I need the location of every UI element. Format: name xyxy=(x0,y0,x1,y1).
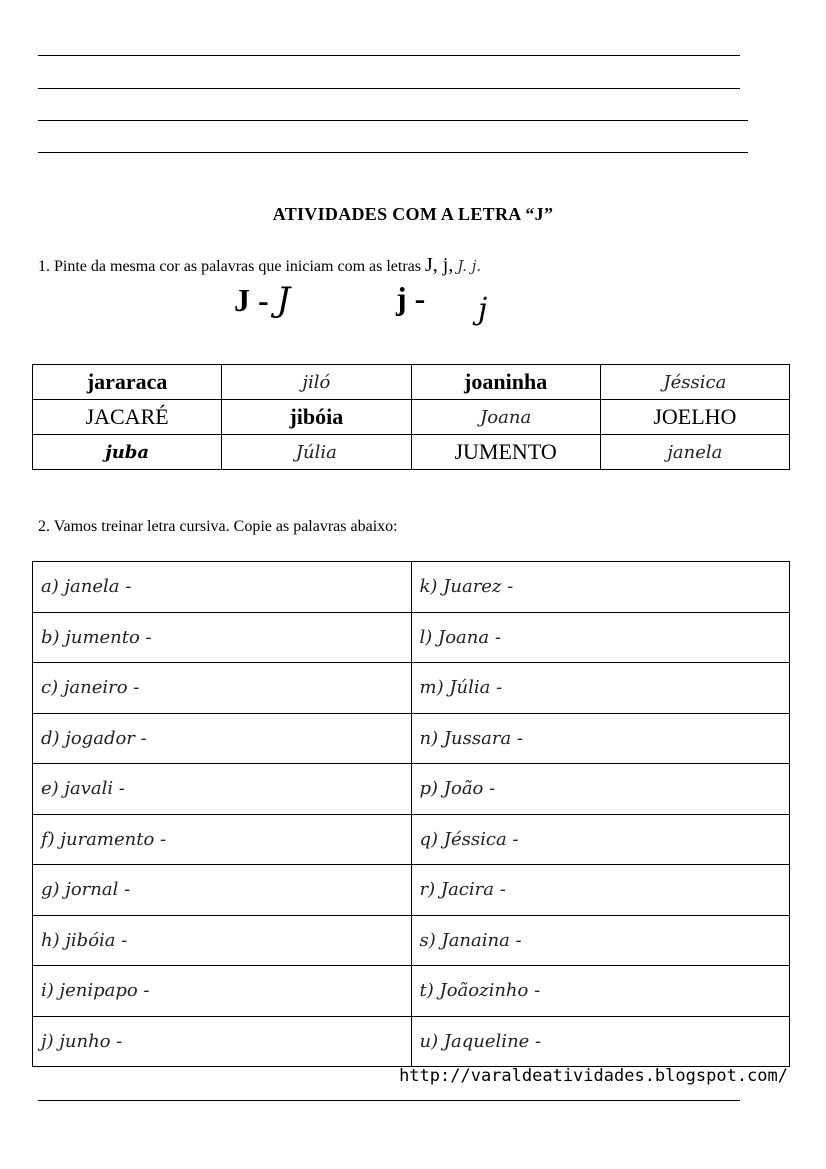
copy-table-row xyxy=(33,713,790,764)
question-2: 2. Vamos treinar letra cursiva. Copie as palavras abaixo: xyxy=(38,518,398,535)
word-text: jibóia xyxy=(289,404,344,429)
word-text: Jéssica xyxy=(663,371,727,393)
copy-item[interactable]: k) Juarez - xyxy=(411,562,790,613)
copy-item[interactable]: m) Júlia - xyxy=(411,663,790,714)
word-table xyxy=(32,364,790,470)
word-text: JOELHO xyxy=(653,404,737,429)
lowercase-print: j - xyxy=(396,280,426,316)
copy-table-row xyxy=(33,562,790,613)
lowercase-letter-pair xyxy=(396,280,425,317)
copy-item[interactable]: j) junho - xyxy=(33,1016,412,1067)
copy-table-row xyxy=(33,814,790,865)
word-text: jararaca xyxy=(86,369,168,394)
word-cell[interactable] xyxy=(411,435,600,470)
copy-item[interactable]: s) Janaina - xyxy=(411,915,790,966)
copy-item[interactable]: n) Jussara - xyxy=(411,713,790,764)
word-cell[interactable] xyxy=(222,400,411,435)
copy-table-row xyxy=(33,966,790,1017)
copy-table-row xyxy=(33,915,790,966)
word-text: juba xyxy=(105,441,150,463)
lowercase-cursive: j xyxy=(478,292,488,327)
word-cell[interactable] xyxy=(600,435,789,470)
footer-url[interactable]: http://varaldeatividades.blogspot.com/ xyxy=(399,1066,788,1086)
uppercase-letter-pair xyxy=(234,280,290,320)
copy-item[interactable]: d) jogador - xyxy=(33,713,412,764)
copy-table xyxy=(32,561,790,1067)
word-text: Joana xyxy=(480,406,532,428)
word-cell[interactable] xyxy=(411,400,600,435)
footer-line xyxy=(38,1100,740,1101)
copy-item[interactable]: i) jenipapo - xyxy=(33,966,412,1017)
copy-item[interactable]: f) juramento - xyxy=(33,814,412,865)
word-cell[interactable] xyxy=(600,365,789,400)
writing-line-1 xyxy=(38,55,740,56)
copy-table-row xyxy=(33,764,790,815)
word-text: Júlia xyxy=(295,441,337,463)
page-title: ATIVIDADES COM A LETRA “J” xyxy=(272,204,554,224)
copy-item[interactable]: g) jornal - xyxy=(33,865,412,916)
word-table-row xyxy=(33,365,790,400)
word-cell[interactable] xyxy=(411,365,600,400)
copy-table-row xyxy=(33,663,790,714)
copy-item[interactable]: u) Jaqueline - xyxy=(411,1016,790,1067)
word-cell[interactable] xyxy=(33,365,222,400)
uppercase-cursive: J xyxy=(276,280,291,320)
uppercase-print: J - xyxy=(234,282,269,318)
word-cell[interactable] xyxy=(33,400,222,435)
writing-line-4 xyxy=(38,152,748,153)
copy-item[interactable]: q) Jéssica - xyxy=(411,814,790,865)
lowercase-cursive-wrap xyxy=(478,290,487,327)
question-1 xyxy=(38,254,481,277)
question-1-letters-print: J, j, xyxy=(424,254,454,276)
word-cell[interactable] xyxy=(33,435,222,470)
word-text: janela xyxy=(667,441,723,463)
writing-line-3 xyxy=(38,120,748,121)
writing-line-2 xyxy=(38,88,740,89)
question-1-letters-cursive: J. j. xyxy=(457,257,482,275)
copy-item[interactable]: h) jibóia - xyxy=(33,915,412,966)
word-cell[interactable] xyxy=(600,400,789,435)
copy-item[interactable]: a) janela - xyxy=(33,562,412,613)
word-text: JUMENTO xyxy=(454,439,557,464)
word-table-row xyxy=(33,435,790,470)
question-1-text: 1. Pinte da mesma cor as palavras que iniciam com as letras xyxy=(38,258,425,275)
copy-table-row xyxy=(33,865,790,916)
word-text: JACARÉ xyxy=(85,404,169,429)
word-table-row xyxy=(33,400,790,435)
copy-item[interactable]: r) Jacira - xyxy=(411,865,790,916)
word-cell[interactable] xyxy=(222,435,411,470)
copy-item[interactable]: c) janeiro - xyxy=(33,663,412,714)
copy-item[interactable]: p) João - xyxy=(411,764,790,815)
copy-table-row xyxy=(33,612,790,663)
word-text: jiló xyxy=(302,371,331,393)
word-cell[interactable] xyxy=(222,365,411,400)
copy-item[interactable]: l) Joana - xyxy=(411,612,790,663)
copy-item[interactable]: t) Joãozinho - xyxy=(411,966,790,1017)
copy-item[interactable]: e) javali - xyxy=(33,764,412,815)
copy-item[interactable]: b) jumento - xyxy=(33,612,412,663)
word-text: joaninha xyxy=(464,369,548,394)
copy-table-row xyxy=(33,1016,790,1067)
